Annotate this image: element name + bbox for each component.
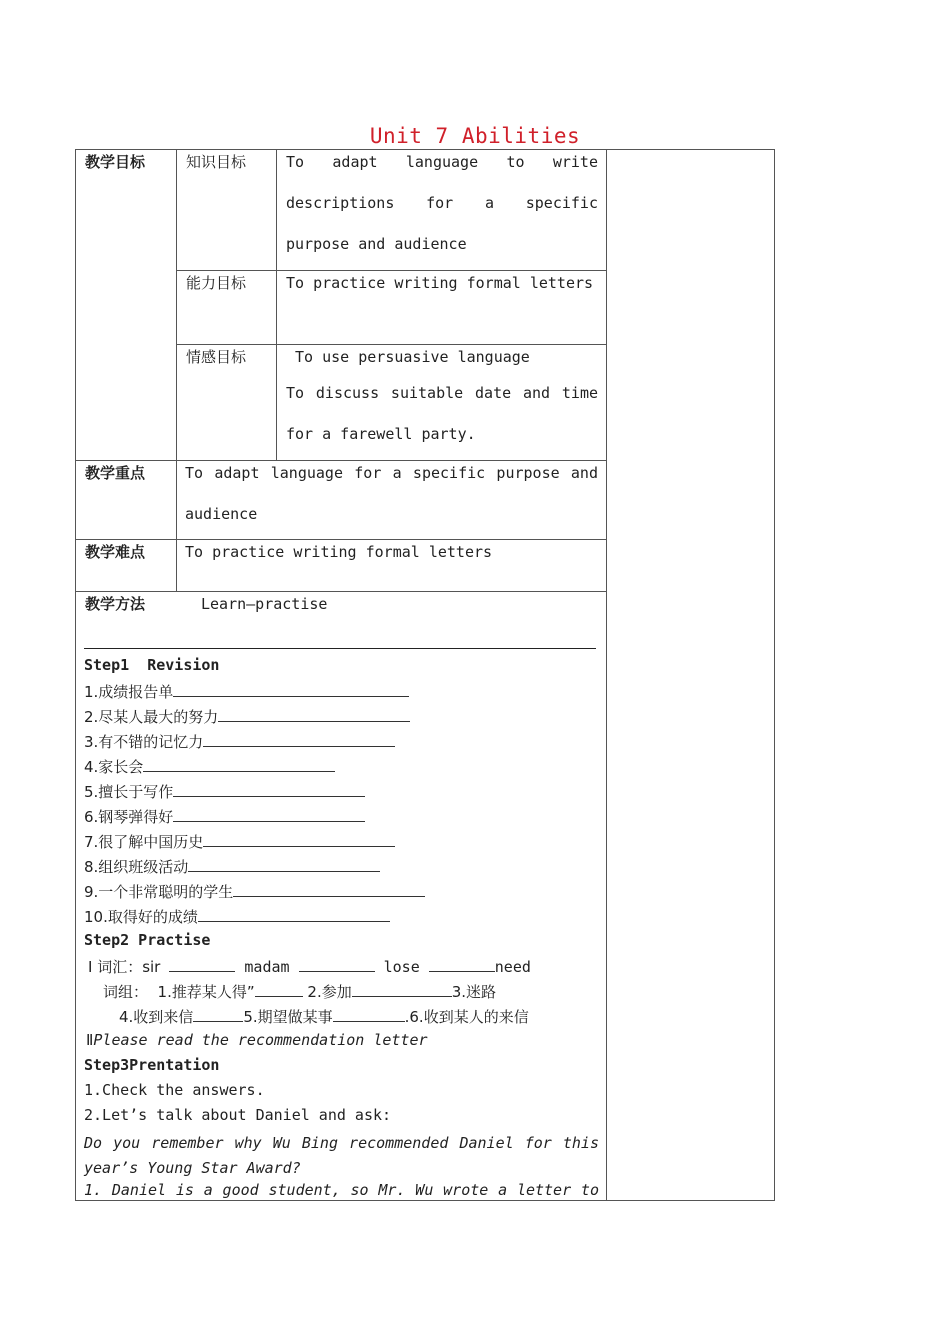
objectives-label: 教学目标 [85,153,146,171]
step3-line1: 1.Check the answers. [84,1081,265,1099]
key-point-label: 教学重点 [85,464,146,482]
step1-item: 7.很了解中国历史 [84,831,395,852]
step2-phrase-line2: 4.收到来信 5.期望做某事 .6.收到某人的来信 [119,1008,529,1026]
step3-answer-start: 1. Daniel is a good student, so Mr. Wu wrote a letter to [84,1181,599,1199]
step1-item: 5.擅长于写作 [84,781,365,802]
difficult-point-text: To practice writing formal letters [185,543,493,561]
step3-question: Do you remember why Wu Bing recommended Daniel for this year’s Young Star Award? [84,1134,599,1177]
page-title: Unit 7 Abilities [369,124,581,148]
step1-item: 8.组织班级活动 [84,856,380,877]
step2-vocab-line: Ⅰ 词汇：sir madam lose need [88,958,531,976]
step1-item: 3.有不错的记忆力 [84,731,395,752]
ability-objective-text: To practice writing formal letters [286,274,594,292]
emotion-objective-line2: To discuss suitable date and time for a farewell party. [286,384,598,443]
ability-objective-label: 能力目标 [186,274,247,292]
step2-part2: ⅡPlease read the recommendation letter [86,1031,428,1049]
step1-item: 4.家长会 [84,756,335,777]
step2-heading: Step2 Practise [84,931,211,949]
step1-heading: Step1 Revision [84,656,220,674]
knowledge-objective-label: 知识目标 [186,153,247,171]
step1-item: 1.成绩报告单 [84,681,409,702]
step3-line2: 2.Let’s talk about Daniel and ask: [84,1106,392,1124]
step2-phrase-line1: 词组： 1.推荐某人得” 2.参加 3.迷路 [103,983,497,1001]
step3-heading: Step3Prentation [84,1056,220,1074]
step1-item: 9.一个非常聪明的学生 [84,881,425,902]
knowledge-objective-text: To adapt language to write descriptions for a specific purpose and audience [286,153,598,253]
step1-item: 2.尽某人最大的努力 [84,706,410,727]
difficult-point-label: 教学难点 [85,543,146,561]
method-label: 教学方法 [85,595,146,613]
emotion-objective-line1: To use persuasive language [286,348,530,366]
step1-item: 10.取得好的成绩 [84,906,390,927]
method-text: Learn—practise [201,595,328,613]
key-point-text: To adapt language for a specific purpose and audience [185,464,598,523]
step1-item: 6.钢琴弹得好 [84,806,365,827]
emotion-objective-label: 情感目标 [186,348,247,366]
